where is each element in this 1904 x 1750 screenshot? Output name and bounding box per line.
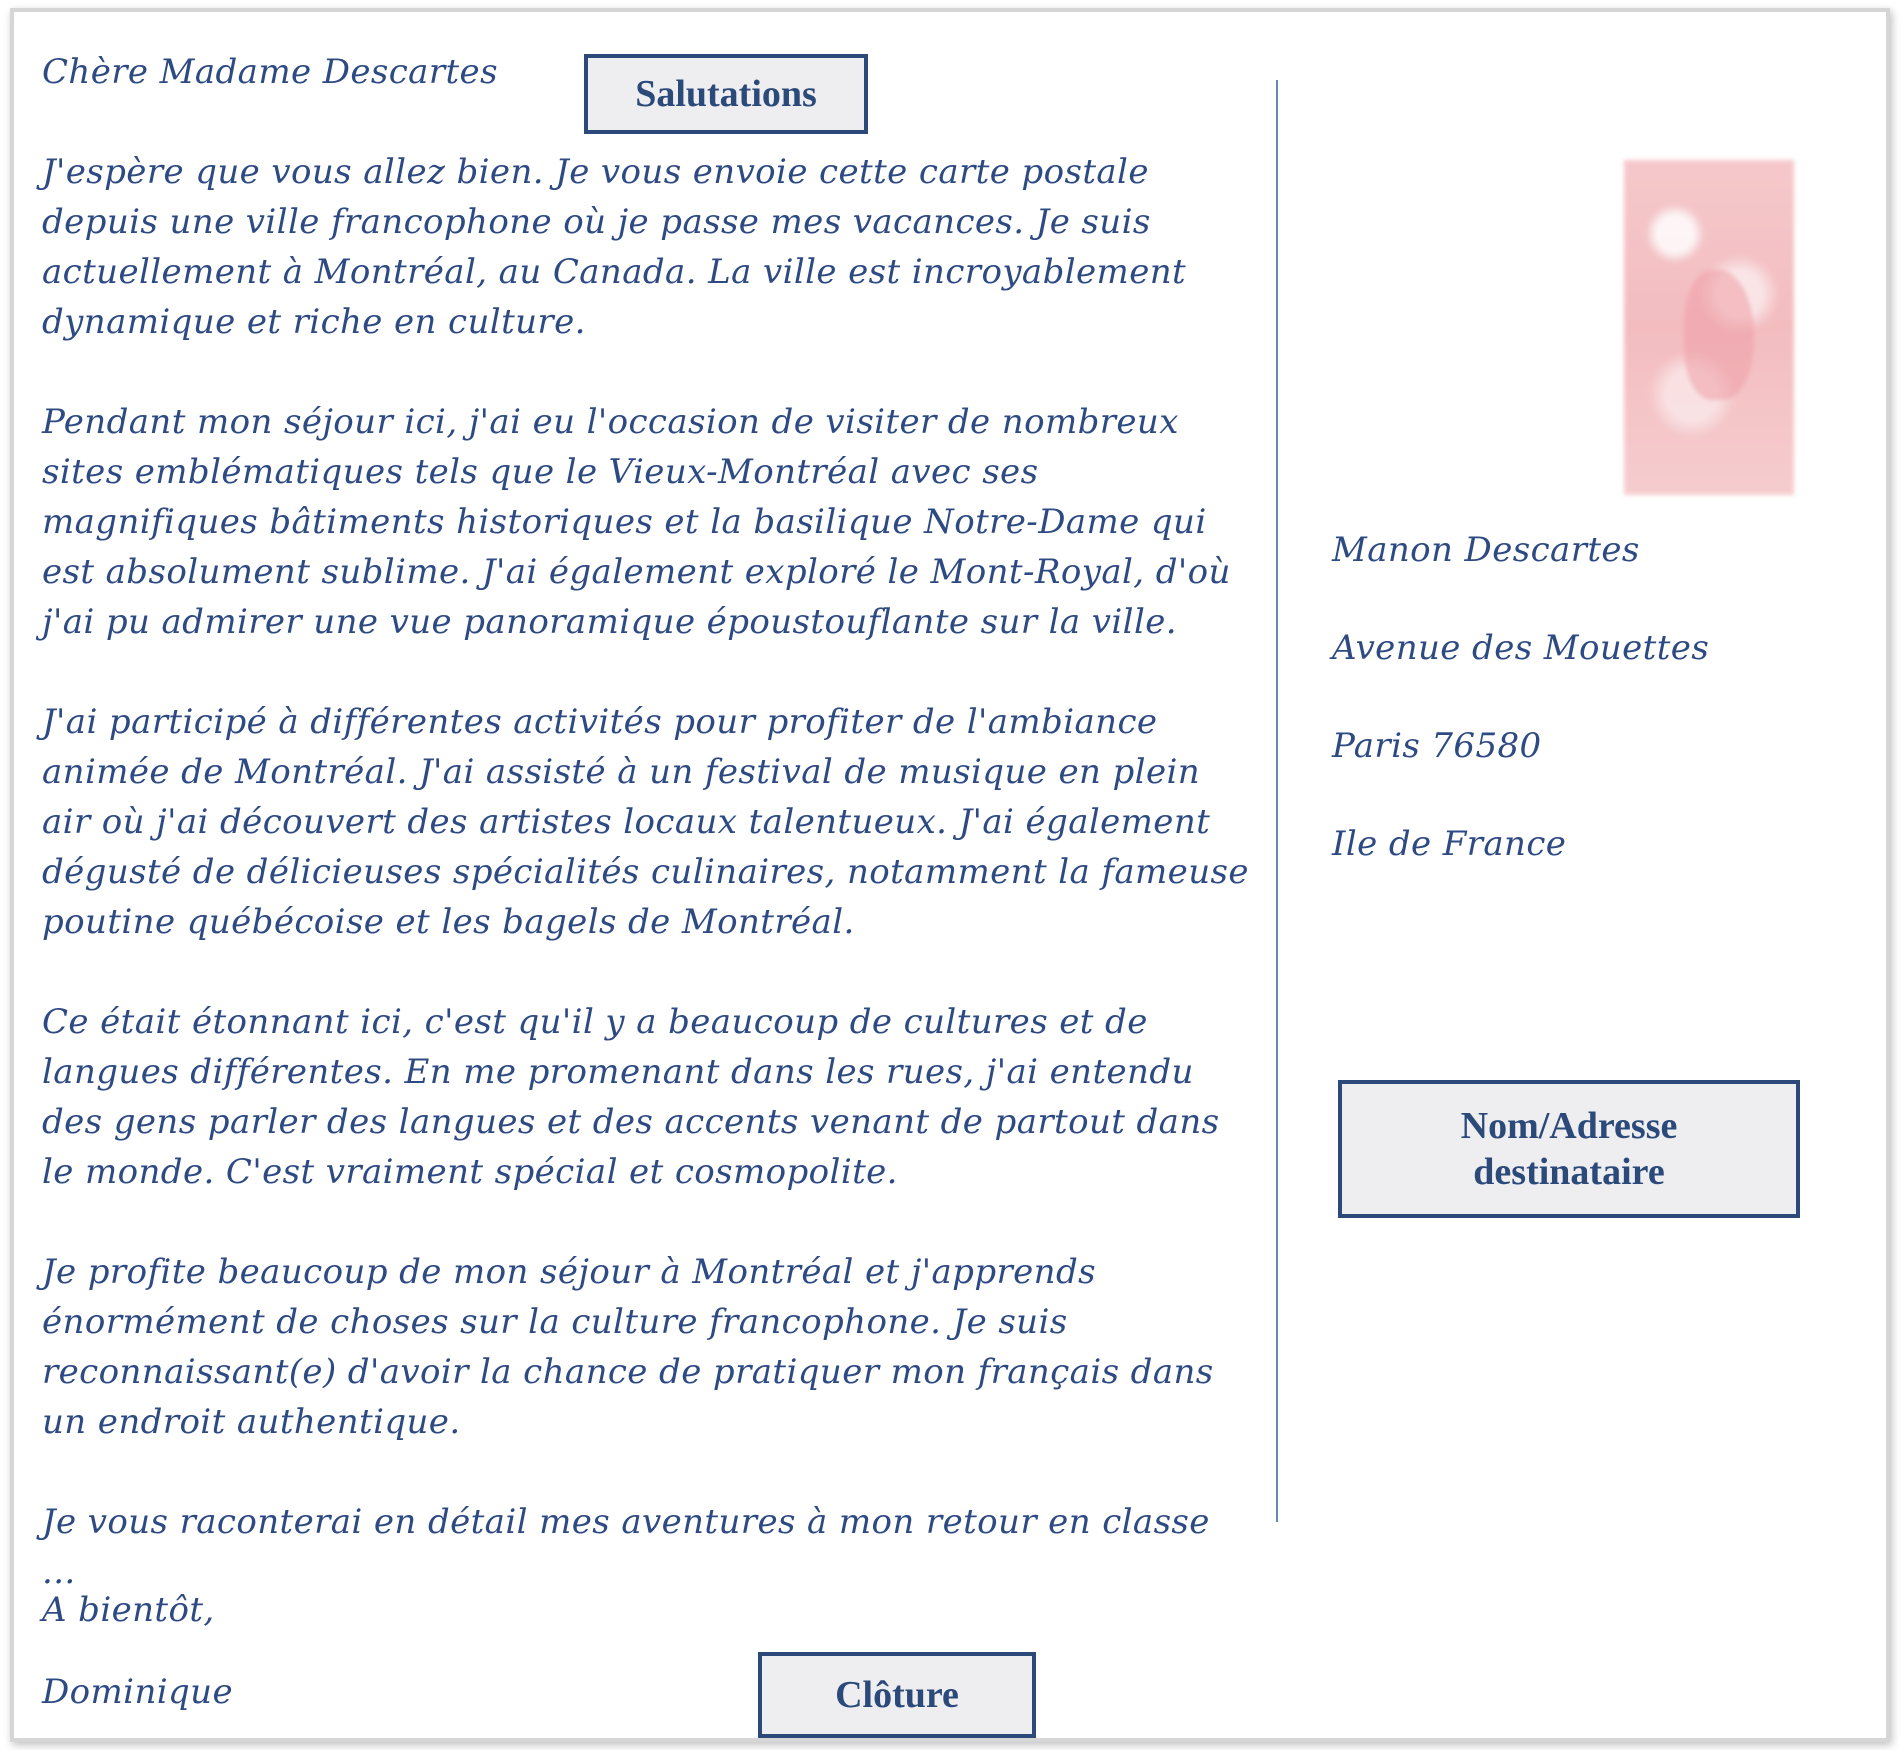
- paragraph-3: J'ai participé à différentes activités pour profiter de l'ambiance animée de Montréal. J'ai assisté à un festival de musique en plein air où j'ai découvert des artistes locaux talentueux. J'ai également dégusté de délicieuses spécialités culinaires, notamment la fameuse poutine québécoise et les bagels de Montréal.: [42, 702, 1249, 942]
- address-region: Ile de France: [1332, 824, 1567, 864]
- paragraph-2: Pendant mon séjour ici, j'ai eu l'occasion de visiter de nombreux sites emblématiques tels que le Vieux-Montréal avec ses magnifiques bâtiments historiques et la basilique Notre-Dame qui est absolument sublime. J'ai également exploré le Mont-Royal, d'où j'ai pu admirer une vue panoramique époustouflante sur la ville.: [42, 402, 1231, 642]
- paragraph-5: Je profite beaucoup de mon séjour à Montréal et j'apprends énormément de choses sur la culture francophone. Je suis reconnaissant(e) d'avoir la chance de pratiquer mon français dans un endroit authentique.: [42, 1252, 1214, 1442]
- greeting: Chère Madame Descartes: [42, 52, 498, 92]
- recipient-label-line1: Nom/Adresse: [1460, 1105, 1678, 1147]
- recipient-label: [1338, 1080, 1800, 1218]
- address-street: Avenue des Mouettes: [1332, 628, 1710, 668]
- paragraph-4: Ce était étonnant ici, c'est qu'il y a beaucoup de cultures et de langues différentes. En me promenant dans les rues, j'ai entendu des gens parler des langues et des accents venant de partout dans le monde. C'est vraiment spécial et cosmopolite.: [42, 1002, 1220, 1192]
- postage-stamp: [1624, 160, 1794, 495]
- postcard: [10, 8, 1890, 1742]
- closing-label: Clôture: [758, 1652, 1036, 1738]
- signature: Dominique: [42, 1672, 233, 1712]
- salutations-label: Salutations: [584, 54, 868, 134]
- closing: A bientôt,: [42, 1590, 215, 1630]
- paragraph-1: J'espère que vous allez bien. Je vous envoie cette carte postale depuis une ville francophone où je passe mes vacances. Je suis actuellement à Montréal, au Canada. La ville est incroyablement dynamique et riche en culture.: [42, 152, 1187, 342]
- recipient-label-line2: destinataire: [1473, 1151, 1665, 1193]
- address-name: Manon Descartes: [1332, 530, 1640, 570]
- message-body: [42, 147, 1252, 1597]
- paragraph-6: Je vous raconterai en détail mes aventures à mon retour en classe ...: [42, 1502, 1210, 1592]
- postcard-divider: [1276, 80, 1278, 1522]
- stamp-portrait-icon: [1684, 270, 1754, 400]
- address-city: Paris 76580: [1332, 726, 1542, 766]
- recipient-address: [1332, 522, 1709, 914]
